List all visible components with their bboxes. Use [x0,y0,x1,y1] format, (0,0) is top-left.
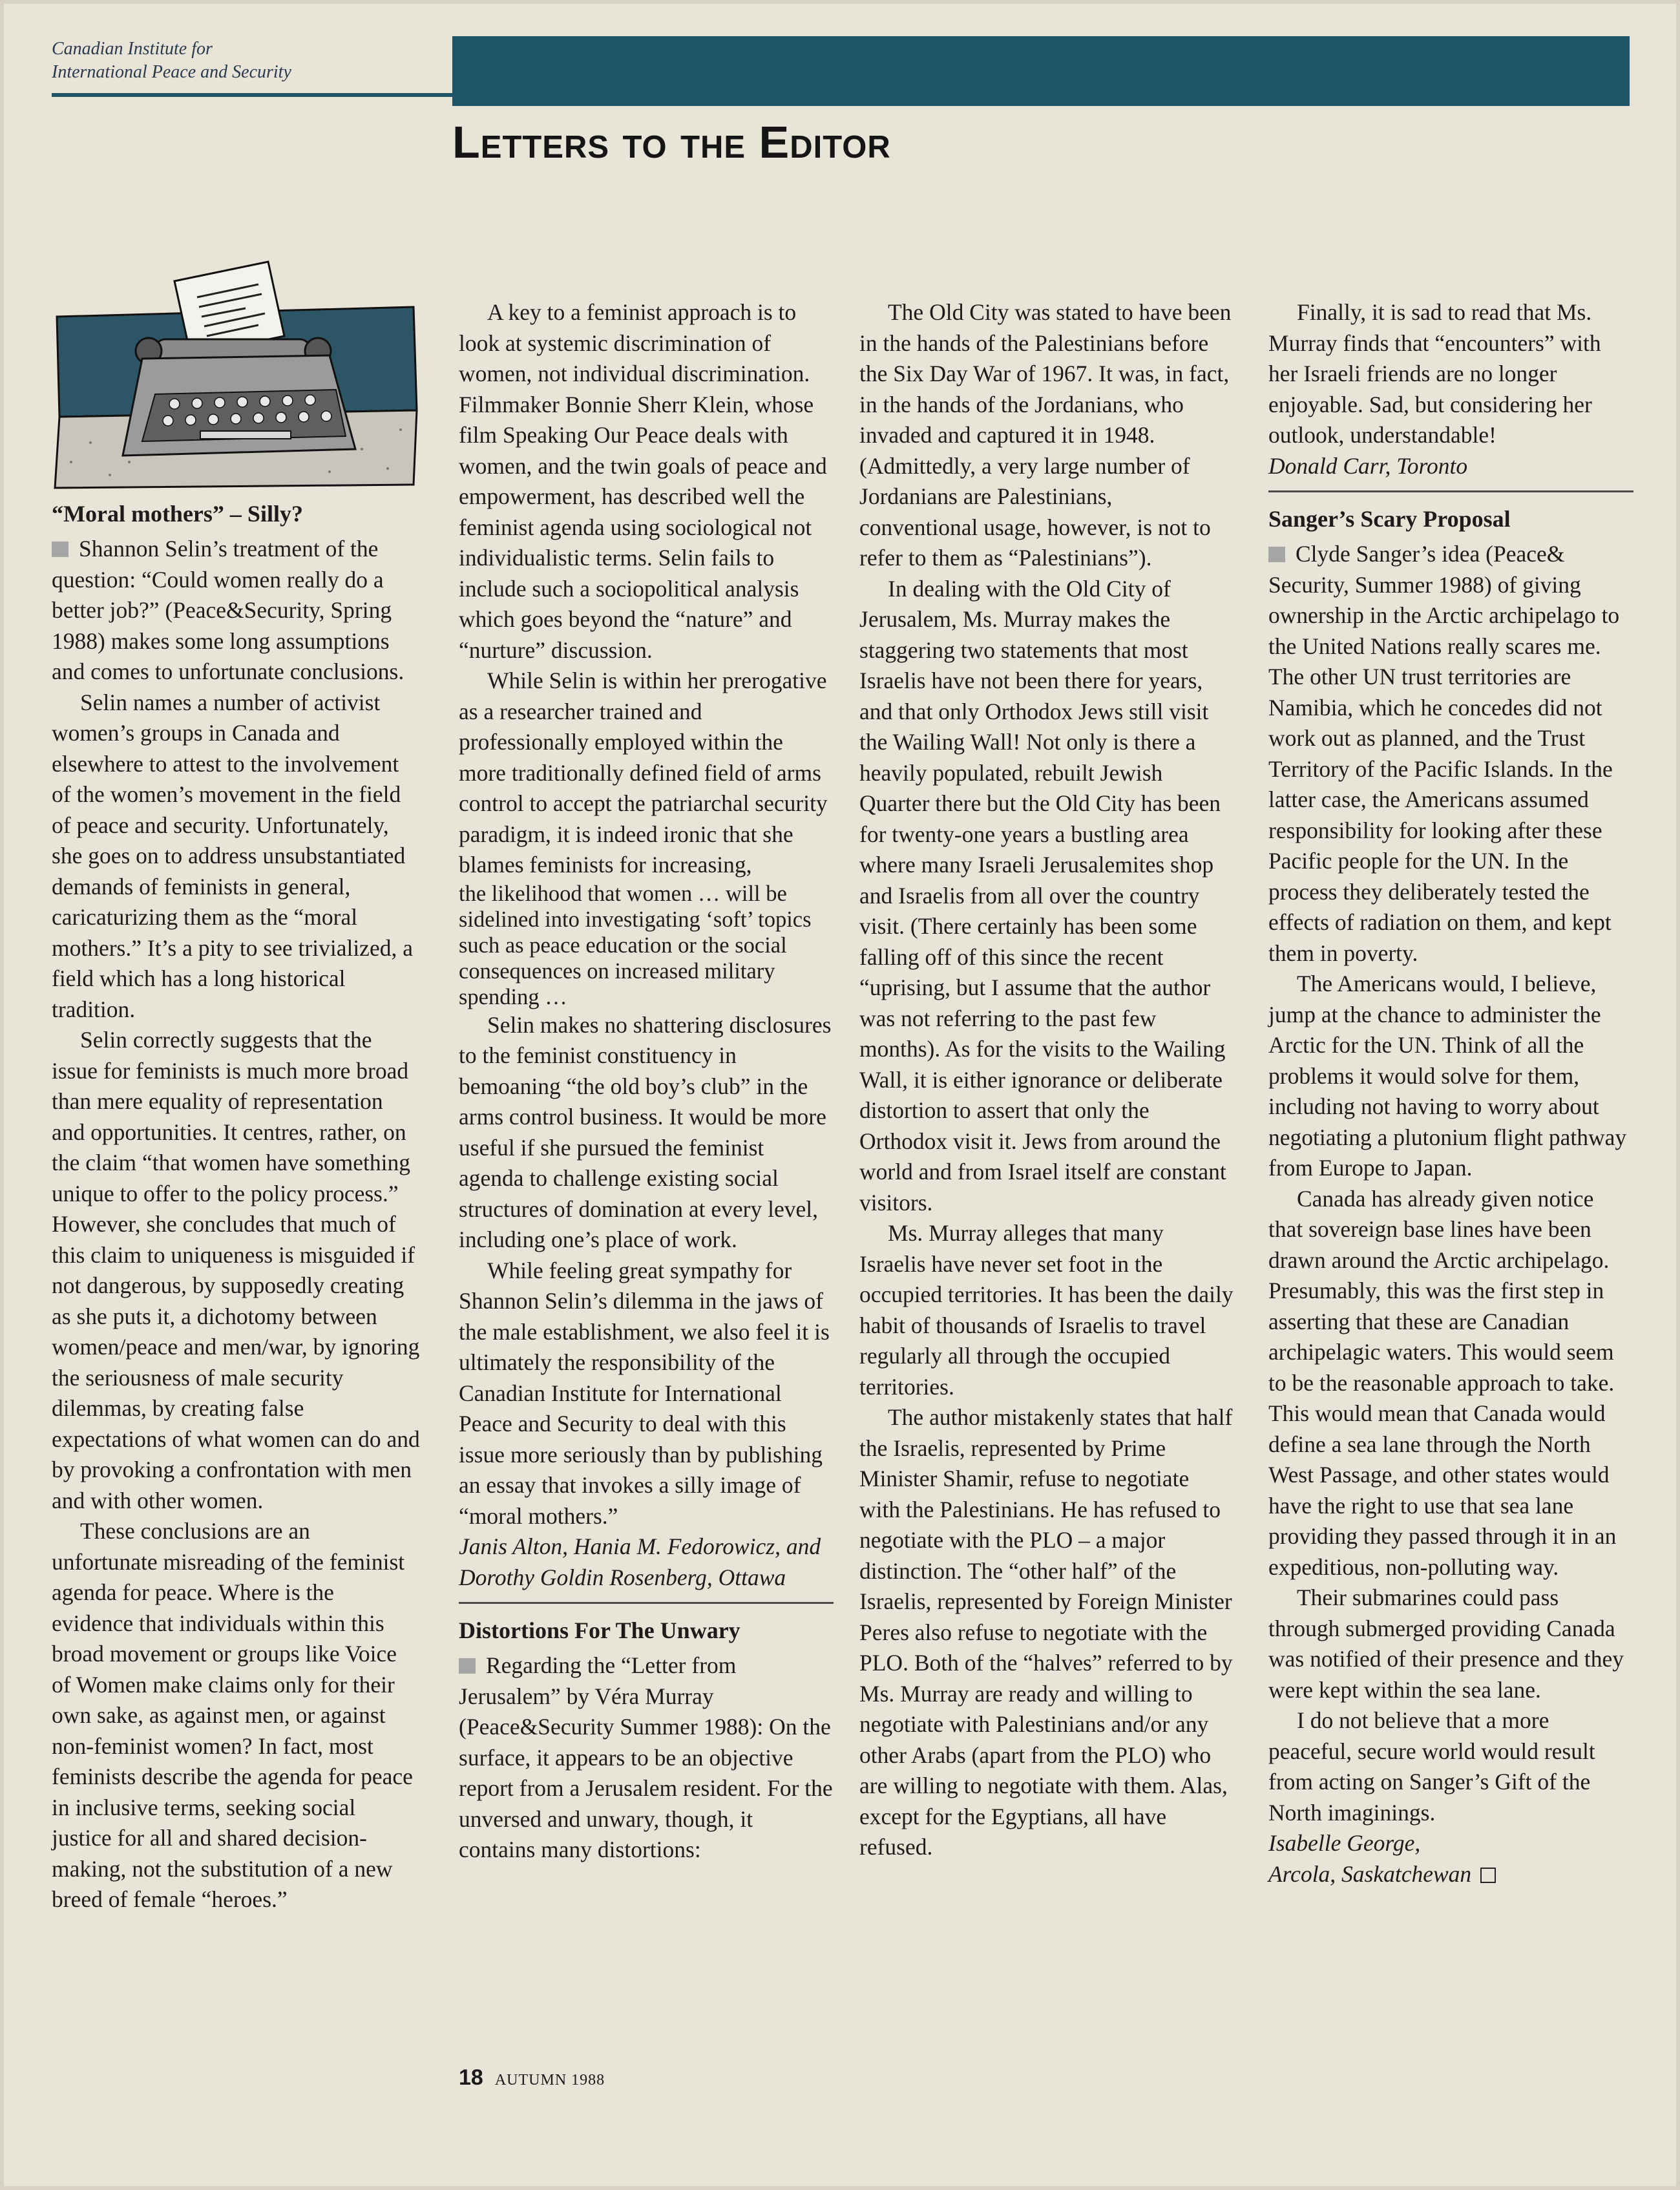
letter-heading: Sanger’s Scary Proposal [1268,506,1511,532]
letter-heading: Distortions For The Unwary [459,1617,740,1643]
signature-line-1: Isabelle George, [1268,1830,1421,1856]
letter-divider [459,1602,834,1604]
letter-signature [1268,1828,1633,1890]
header-bar [452,36,1630,106]
letter-paragraph: In dealing with the Old City of Jerusalem, Ms. Murray makes the staggering two statements that most Israelis have not been there for years, and that only Orthodox Jews still visit the Wailing Wall! Not only is there a heavily populated, rebuilt Jewish Quarter there but the Old City has been for twenty-one years a bustling area where many Israeli Jerusalemites shop and Israelis from all over the country visit. (There certainly has been some falling off of this since the recent “uprising, but I assume that the author was not referring to the past few months). As for the visits to the Wailing Wall, it is either ignorance or deliberate distortion to assert that only the Orthodox visit it. Jews from around the world and from Israel itself are constant visitors. [859,575,1226,1216]
issue-date: AUTUMN 1988 [494,2072,605,2089]
letter-signature: Janis Alton, Hania M. Fedorowicz, and Dorothy Goldin Rosenberg, Ottawa [459,1533,821,1590]
letter-paragraph: Their submarines could pass through submerged providing Canada was notified of their presence and they were kept within the sea lane. [1268,1585,1624,1703]
letter-paragraph: Selin makes no shattering disclosures to the feminist constituency in bemoaning “the old boy’s club” in the arms control business. It would be more useful if she pursued the feminist agenda to challenge existing social structures of domination at every level, including one’s place of work. [459,1011,832,1252]
letter-paragraph: Selin correctly suggests that the issue for feminists is much more broad than mere equality of representation and opportunities. It centres, rather, on the claim “that women have something unique to offer to the policy process.” However, she concludes that much of this claim to uniqueness is misguided if not dangerous, by supposedly creating as she puts it, a dichotomy between women/peace and men/war, by ignoring the seriousness of male security dilemmas, by creating false expectations of what women can do and by provoking a confrontation with men and with other women. [52,1027,420,1513]
letter-paragraph: These conclusions are an unfortunate misreading of the feminist agenda for peace. Where is the evidence that individuals within this broad movement or groups like Voice of Women make claims only for their own sake, as against men, or against non-feminist women? In fact, most feminists describe the agenda for peace in inclusive terms, seeking social justice for all and shared decision-making, not the substitution of a new breed of female “heroes.” [52,1518,413,1912]
letter-paragraph: Finally, it is sad to read that Ms. Murray finds that “encounters” with her Israeli friends are no longer enjoyable. Sad, but considering her outlook, understandable! [1268,299,1601,448]
header-rule [52,93,452,97]
letter-paragraph: Canada has already given notice that sovereign base lines have been drawn around the Arctic archipelago. Presumably, this was the first step in asserting that these are Canadian archipelagic waters. This would seem to be the reasonable approach to take. This would mean that Canada would define a sea lane through the North West Passage, and other states would have the right to use that sea lane providing they passed through it in an expeditious, non-polluting way. [1268,1185,1617,1580]
letter-paragraph: Shannon Selin’s treatment of the question: “Could women really do a better job?” (Peace&Security, Spring 1988) makes some long assumptions and comes to unfortunate conclusions. [52,536,404,684]
page-number: 18 [459,2065,483,2090]
publisher-line-2: International Peace and Security [52,62,291,82]
letter-paragraph: The author mistakenly states that half the Israelis, represented by Prime Minister Shamir, refuse to negotiate with the Palestinians. He has refused to negotiate with the PLO – a major distinction. The “other half” of the Israelis, represented by Foreign Minister Peres also refuse to negotiate with the PLO. Both of the “halves” referred to by Ms. Murray are ready and willing to negotiate with Palestinians and/or any other Arabs (apart from the PLO) who are willing to negotiate with them. Alas, except for the Egyptians, all have refused. [859,1404,1233,1860]
square-bullet-icon [459,1658,476,1674]
letter-paragraph: Clyde Sanger’s idea (Peace& Security, Summer 1988) of giving ownership in the Arctic archipelago to the United Nations really scares me. The other UN trust territories are Namibia, which he concedes did not work out as planned, and the Trust Territory of the Pacific Islands. In the latter case, the Americans assumed responsibility for looking after these Pacific people for the UN. In the process they deliberately tested the effects of radiation on them, and kept them in poverty. [1268,541,1620,966]
publisher-name [52,37,439,84]
letter-paragraph: Ms. Murray alleges that many Israelis have never set foot in the occupied territories. It has been the daily habit of thousands of Israelis to travel regularly all through the occupied territories. [859,1220,1234,1400]
page-footer [459,2065,605,2093]
letter-paragraph: While feeling great sympathy for Shannon Selin’s dilemma in the jaws of the male establishment, we also feel it is ultimately the responsibility of the Canadian Institute for International Peace and Security to deal with this issue more seriously than by publishing an essay that invokes a silly image of “moral mothers.” [459,1257,830,1529]
letter-divider [1268,490,1633,492]
square-bullet-icon [1268,547,1285,562]
typewriter-icon [52,255,420,491]
letter-paragraph: While Selin is within her prerogative as a researcher trained and professionally employed within the more traditionally defined field of arms control to accept the patriarchal security paradigm, it is indeed ironic that she blames feminists for increasing, [459,668,828,878]
column-2 [459,297,834,1866]
letter-paragraph: The Americans would, I believe, jump at the chance to administer the Arctic for the UN. Think of all the problems it would solve for them, including not having to worry about negotiating a plutonium flight pathway from Europe to Japan. [1268,971,1627,1181]
letter-paragraph: A key to a feminist approach is to look at systemic discrimination of women, not individual discrimination. Filmmaker Bonnie Sherr Klein, whose film Speaking Our Peace deals with women, and the twin goals of peace and empowerment, has described well the feminist agenda using sociological not individualistic terms. Selin fails to include such a sociopolitical analysis which goes beyond the “nature” and “nurture” discussion. [459,299,827,663]
publisher-line-1: Canadian Institute for [52,39,213,59]
square-bullet-icon [52,542,68,557]
letter-heading: “Moral mothers” – Silly? [52,501,303,527]
section-title: Letters to the Editor [452,117,891,167]
letter-paragraph: I do not believe that a more peaceful, secure world would result from acting on Sanger’s Gift of the North imaginings. [1268,1707,1595,1826]
column-1 [52,498,420,1915]
letter-signature: Donald Carr, Toronto [1268,452,1468,479]
column-3 [859,297,1234,1863]
signature-line-2: Arcola, Saskatchewan [1268,1860,1472,1887]
letter-paragraph: The Old City was stated to have been in the hands of the Palestinians before the Six Day War of 1967. It was, in fact, in the hands of the Jordanians, who invaded and captured it in 1948. (Admittedly, a very large number of Jordanians are Palestinians, conventional usage, however, is not to refer to them as “Palestinians”). [859,299,1232,571]
letter-paragraph: Selin names a number of activist women’s groups in Canada and elsewhere to attest to the involvement of the women’s movement in the field of peace and security. Unfortunately, she goes on to address unsubstantiated demands of feminists in general, caricaturizing them as the “moral mothers.” It’s a pity to see trivialized, a field which has a long historical tradition. [52,689,413,1022]
column-4 [1268,297,1633,1890]
letter-paragraph: Regarding the “Letter from Jerusalem” by Véra Murray (Peace&Security Summer 1988): On the surface, it appears to be an objective report from a Jerusalem resident. For the unversed and unwary, though, it contains many distortions: [459,1652,833,1862]
block-quote: the likelihood that women … will be sidelined into investigating ‘soft’ topics such as peace education or the social consequences on increased military spending … [459,881,812,1009]
end-mark-icon [1480,1868,1496,1883]
